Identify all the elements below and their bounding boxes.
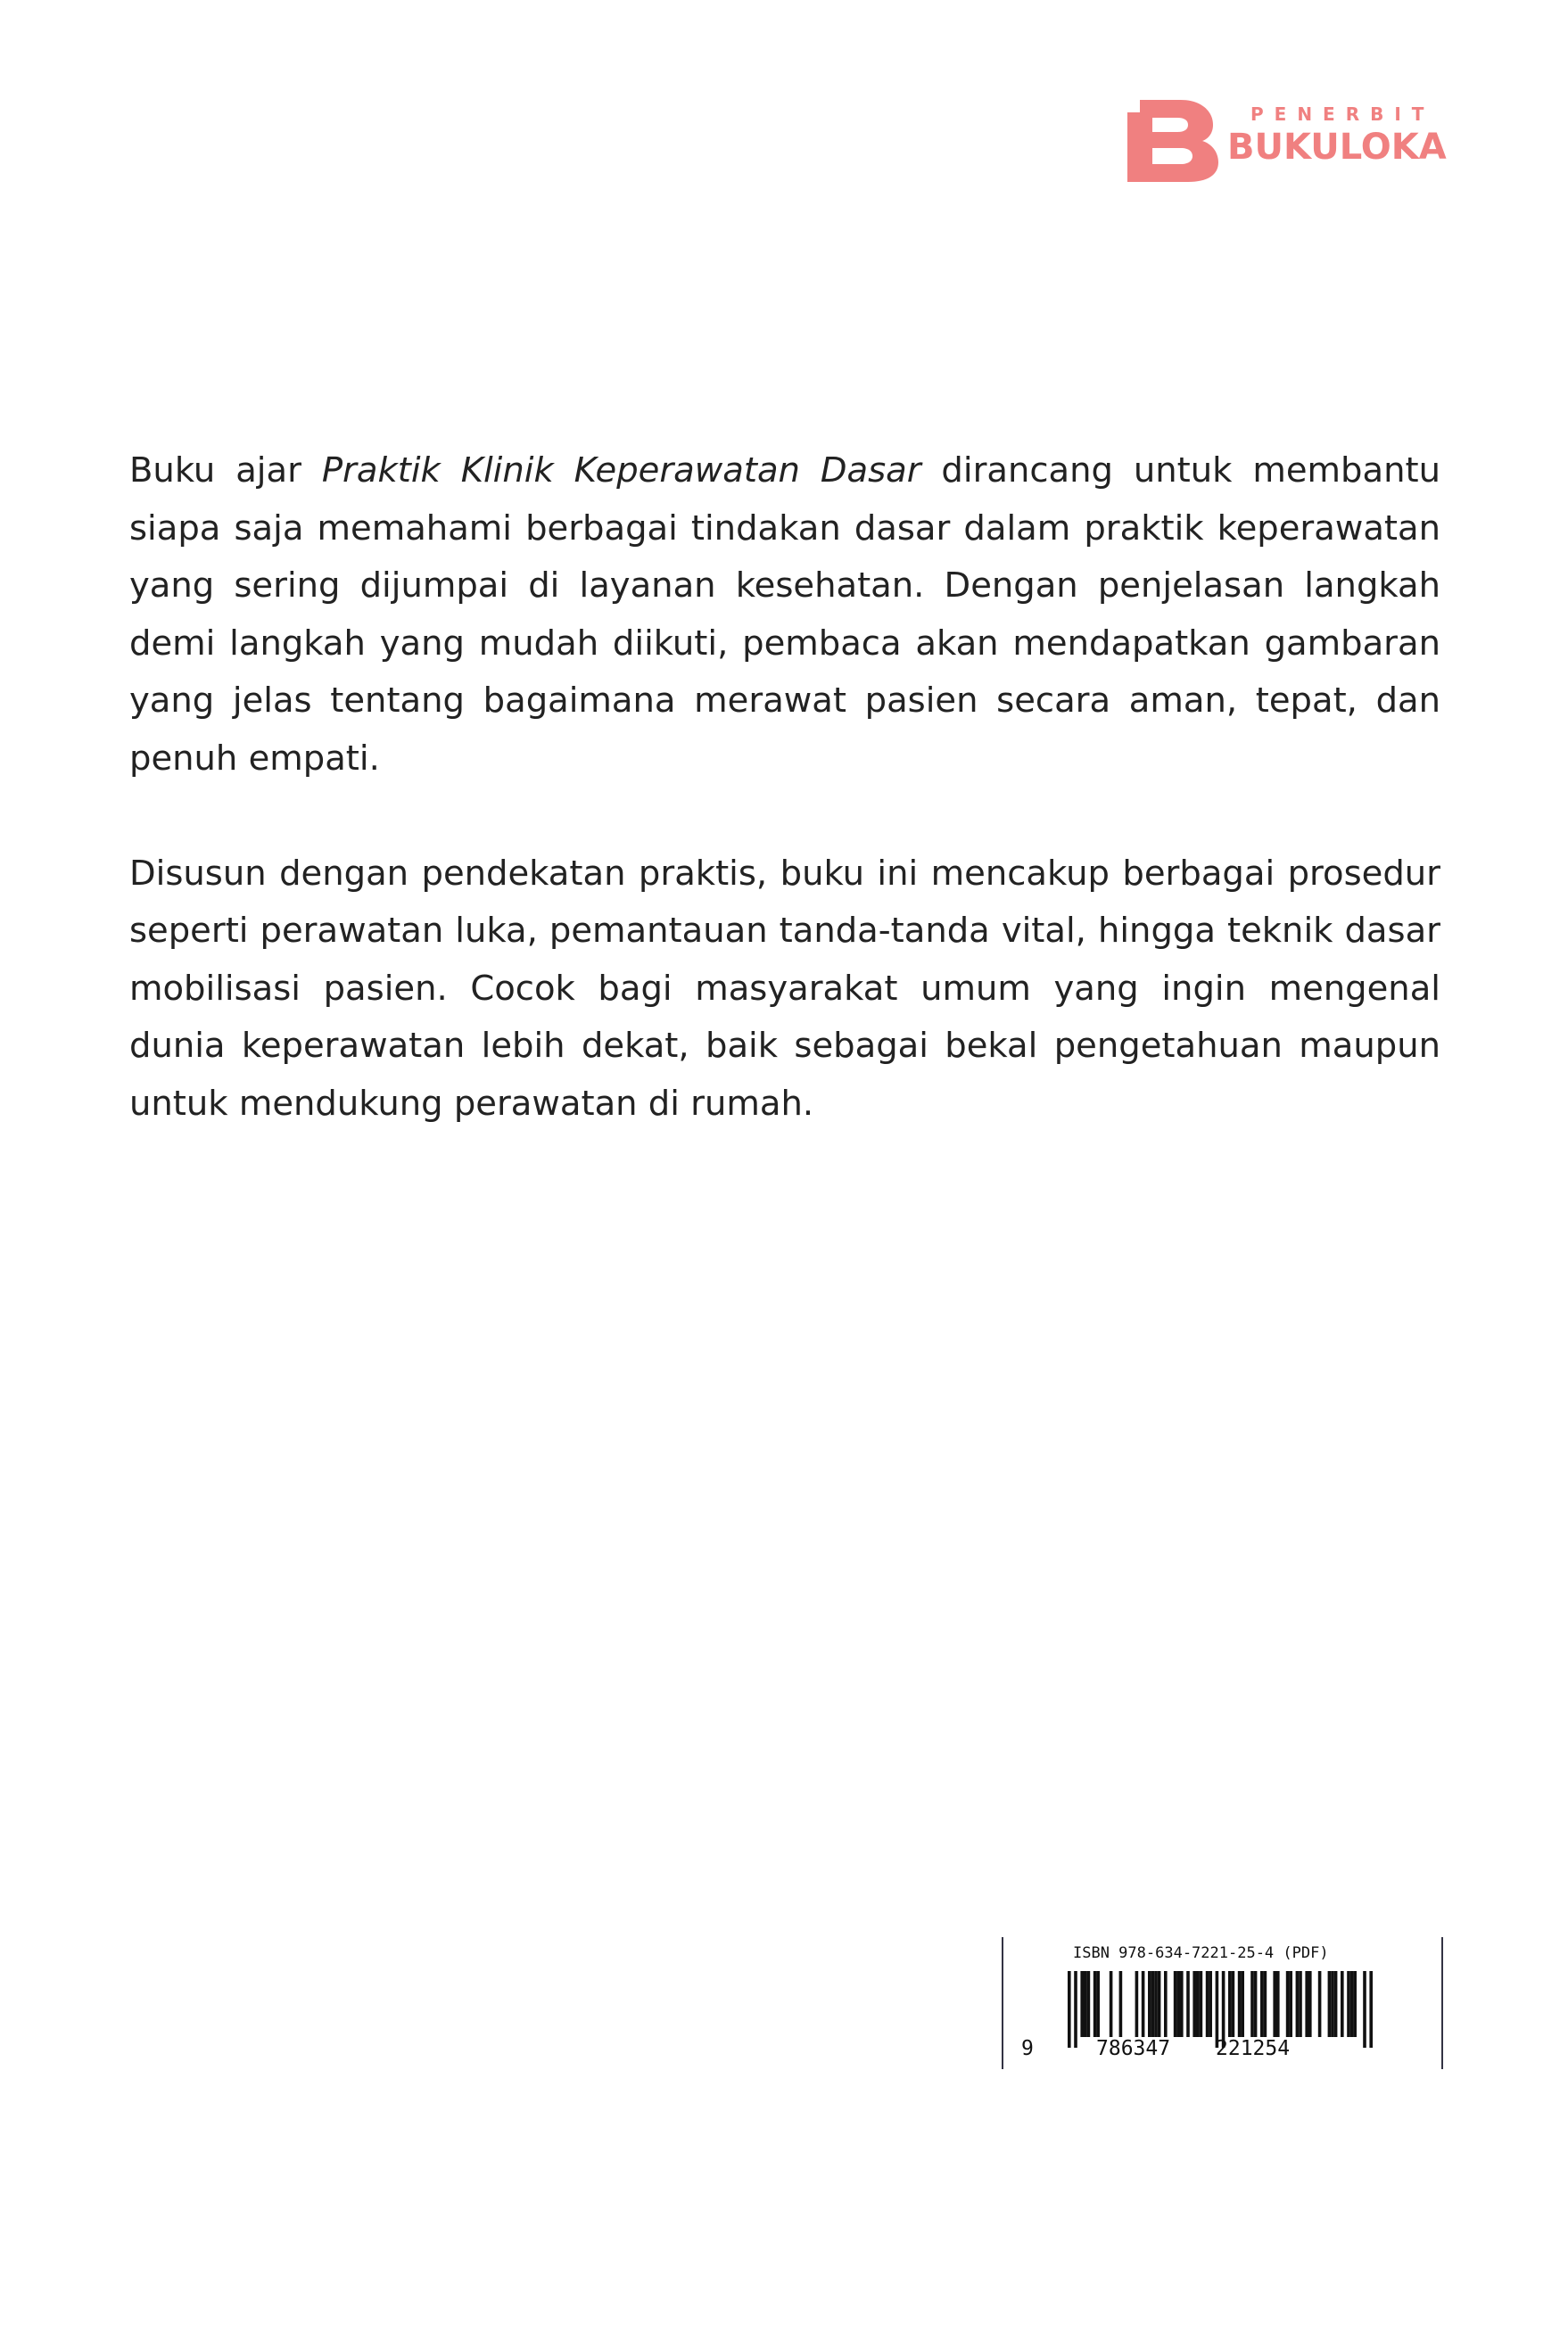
barcode-bar: [1080, 1971, 1084, 2037]
barcode-bar: [1264, 1971, 1267, 2037]
barcode-bar: [1074, 1971, 1077, 2048]
barcode-bar: [1142, 1971, 1145, 2037]
barcode-bar: [1238, 1971, 1242, 2037]
barcode-bar: [1250, 1971, 1254, 2037]
barcode-bar: [1305, 1971, 1308, 2037]
barcode-bar: [1154, 1971, 1158, 2037]
barcode-bar: [1093, 1971, 1097, 2037]
barcode-bar: [1158, 1971, 1161, 2037]
barcode-bar: [1273, 1971, 1276, 2037]
barcode-bar: [1084, 1971, 1087, 2037]
barcode-bar: [1151, 1971, 1155, 2037]
barcode-bar: [1331, 1971, 1334, 2037]
barcode-bar: [1096, 1971, 1100, 2037]
barcode-bar: [1176, 1971, 1180, 2037]
logo-penerbit-text: PENERBIT: [1250, 103, 1435, 125]
logo-publisher-name: BUKULOKA: [1227, 127, 1447, 168]
barcode-bar: [1260, 1971, 1264, 2037]
barcode-bar: [1164, 1971, 1168, 2037]
barcode-bar: [1135, 1971, 1139, 2037]
barcode-digit-first: 9: [1021, 2037, 1034, 2060]
barcode-digits-right: 221254: [1216, 2037, 1291, 2060]
barcode-bar: [1276, 1971, 1280, 2037]
barcode-bar: [1196, 1971, 1200, 2037]
barcode-bar: [1318, 1971, 1322, 2037]
barcode-bar: [1200, 1971, 1203, 2037]
paragraph-1-rest: dirancang untuk membantu siapa saja memahami berbagai tindakan dasar dalam praktik keperawatan yang sering dijumpai di layanan kesehatan. Dengan penjelasan langkah demi langkah yang mudah diikuti, pembaca akan mendapatkan gambaran yang jelas tentang bagaimana merawat pasien secara aman, tepat, dan penuh empati.: [129, 450, 1440, 779]
barcode-bar: [1228, 1971, 1232, 2037]
barcode-bar: [1289, 1971, 1292, 2037]
publisher-logo: [1124, 96, 1445, 182]
barcode-bar: [1296, 1971, 1300, 2037]
isbn-label: ISBN 978-634-7221-25-4 (PDF): [1073, 1944, 1329, 1962]
barcode-bar: [1206, 1971, 1209, 2037]
barcode-bar: [1363, 1971, 1366, 2048]
barcode-bar: [1341, 1971, 1344, 2037]
isbn-left-rule: [1002, 1937, 1003, 2069]
barcode-bar: [1254, 1971, 1258, 2037]
isbn-barcode-block: [1002, 1937, 1443, 2069]
barcode-bar: [1299, 1971, 1302, 2037]
barcode-bar: [1286, 1971, 1290, 2037]
barcode-bar: [1334, 1971, 1338, 2037]
barcode-bar: [1186, 1971, 1190, 2037]
logo-b-mark: [1124, 96, 1222, 182]
barcode-bar: [1193, 1971, 1196, 2037]
barcode-bar: [1087, 1971, 1091, 2037]
barcode-bar: [1110, 1971, 1113, 2037]
barcode-bar: [1350, 1971, 1354, 2037]
book-title-italic: Praktik Klinik Keperawatan Dasar: [321, 450, 921, 491]
paragraph-1-lead: Buku ajar: [129, 450, 322, 491]
barcode-bar: [1180, 1971, 1184, 2037]
barcode-bar: [1347, 1971, 1350, 2037]
barcode-bar: [1241, 1971, 1244, 2037]
barcode-bar: [1148, 1971, 1151, 2037]
barcode-bar: [1209, 1971, 1212, 2037]
isbn-right-rule: [1441, 1937, 1443, 2069]
blurb-content: [129, 442, 1440, 1133]
barcode-bar: [1068, 1971, 1071, 2048]
paragraph-1: [129, 442, 1440, 788]
barcode-bar: [1369, 1971, 1373, 2048]
barcode-bar: [1119, 1971, 1123, 2037]
barcode-digits-left: 786347: [1096, 2037, 1171, 2060]
barcode-bar: [1328, 1971, 1332, 2037]
barcode-bar: [1353, 1971, 1357, 2037]
barcode-bar: [1174, 1971, 1177, 2037]
paragraph-2: Disusun dengan pendekatan praktis, buku ini mencakup berbagai prosedur seperti perawatan luka, pemantauan tanda-tanda vital, hingga teknik dasar mobilisasi pasien. Cocok bagi masyarakat umum yang ingin mengenal dunia keperawatan lebih dekat, baik sebagai bekal pengetahuan maupun untuk mendukung perawatan di rumah.: [129, 853, 1440, 1124]
barcode-bar: [1308, 1971, 1312, 2037]
barcode-bar: [1232, 1971, 1235, 2037]
